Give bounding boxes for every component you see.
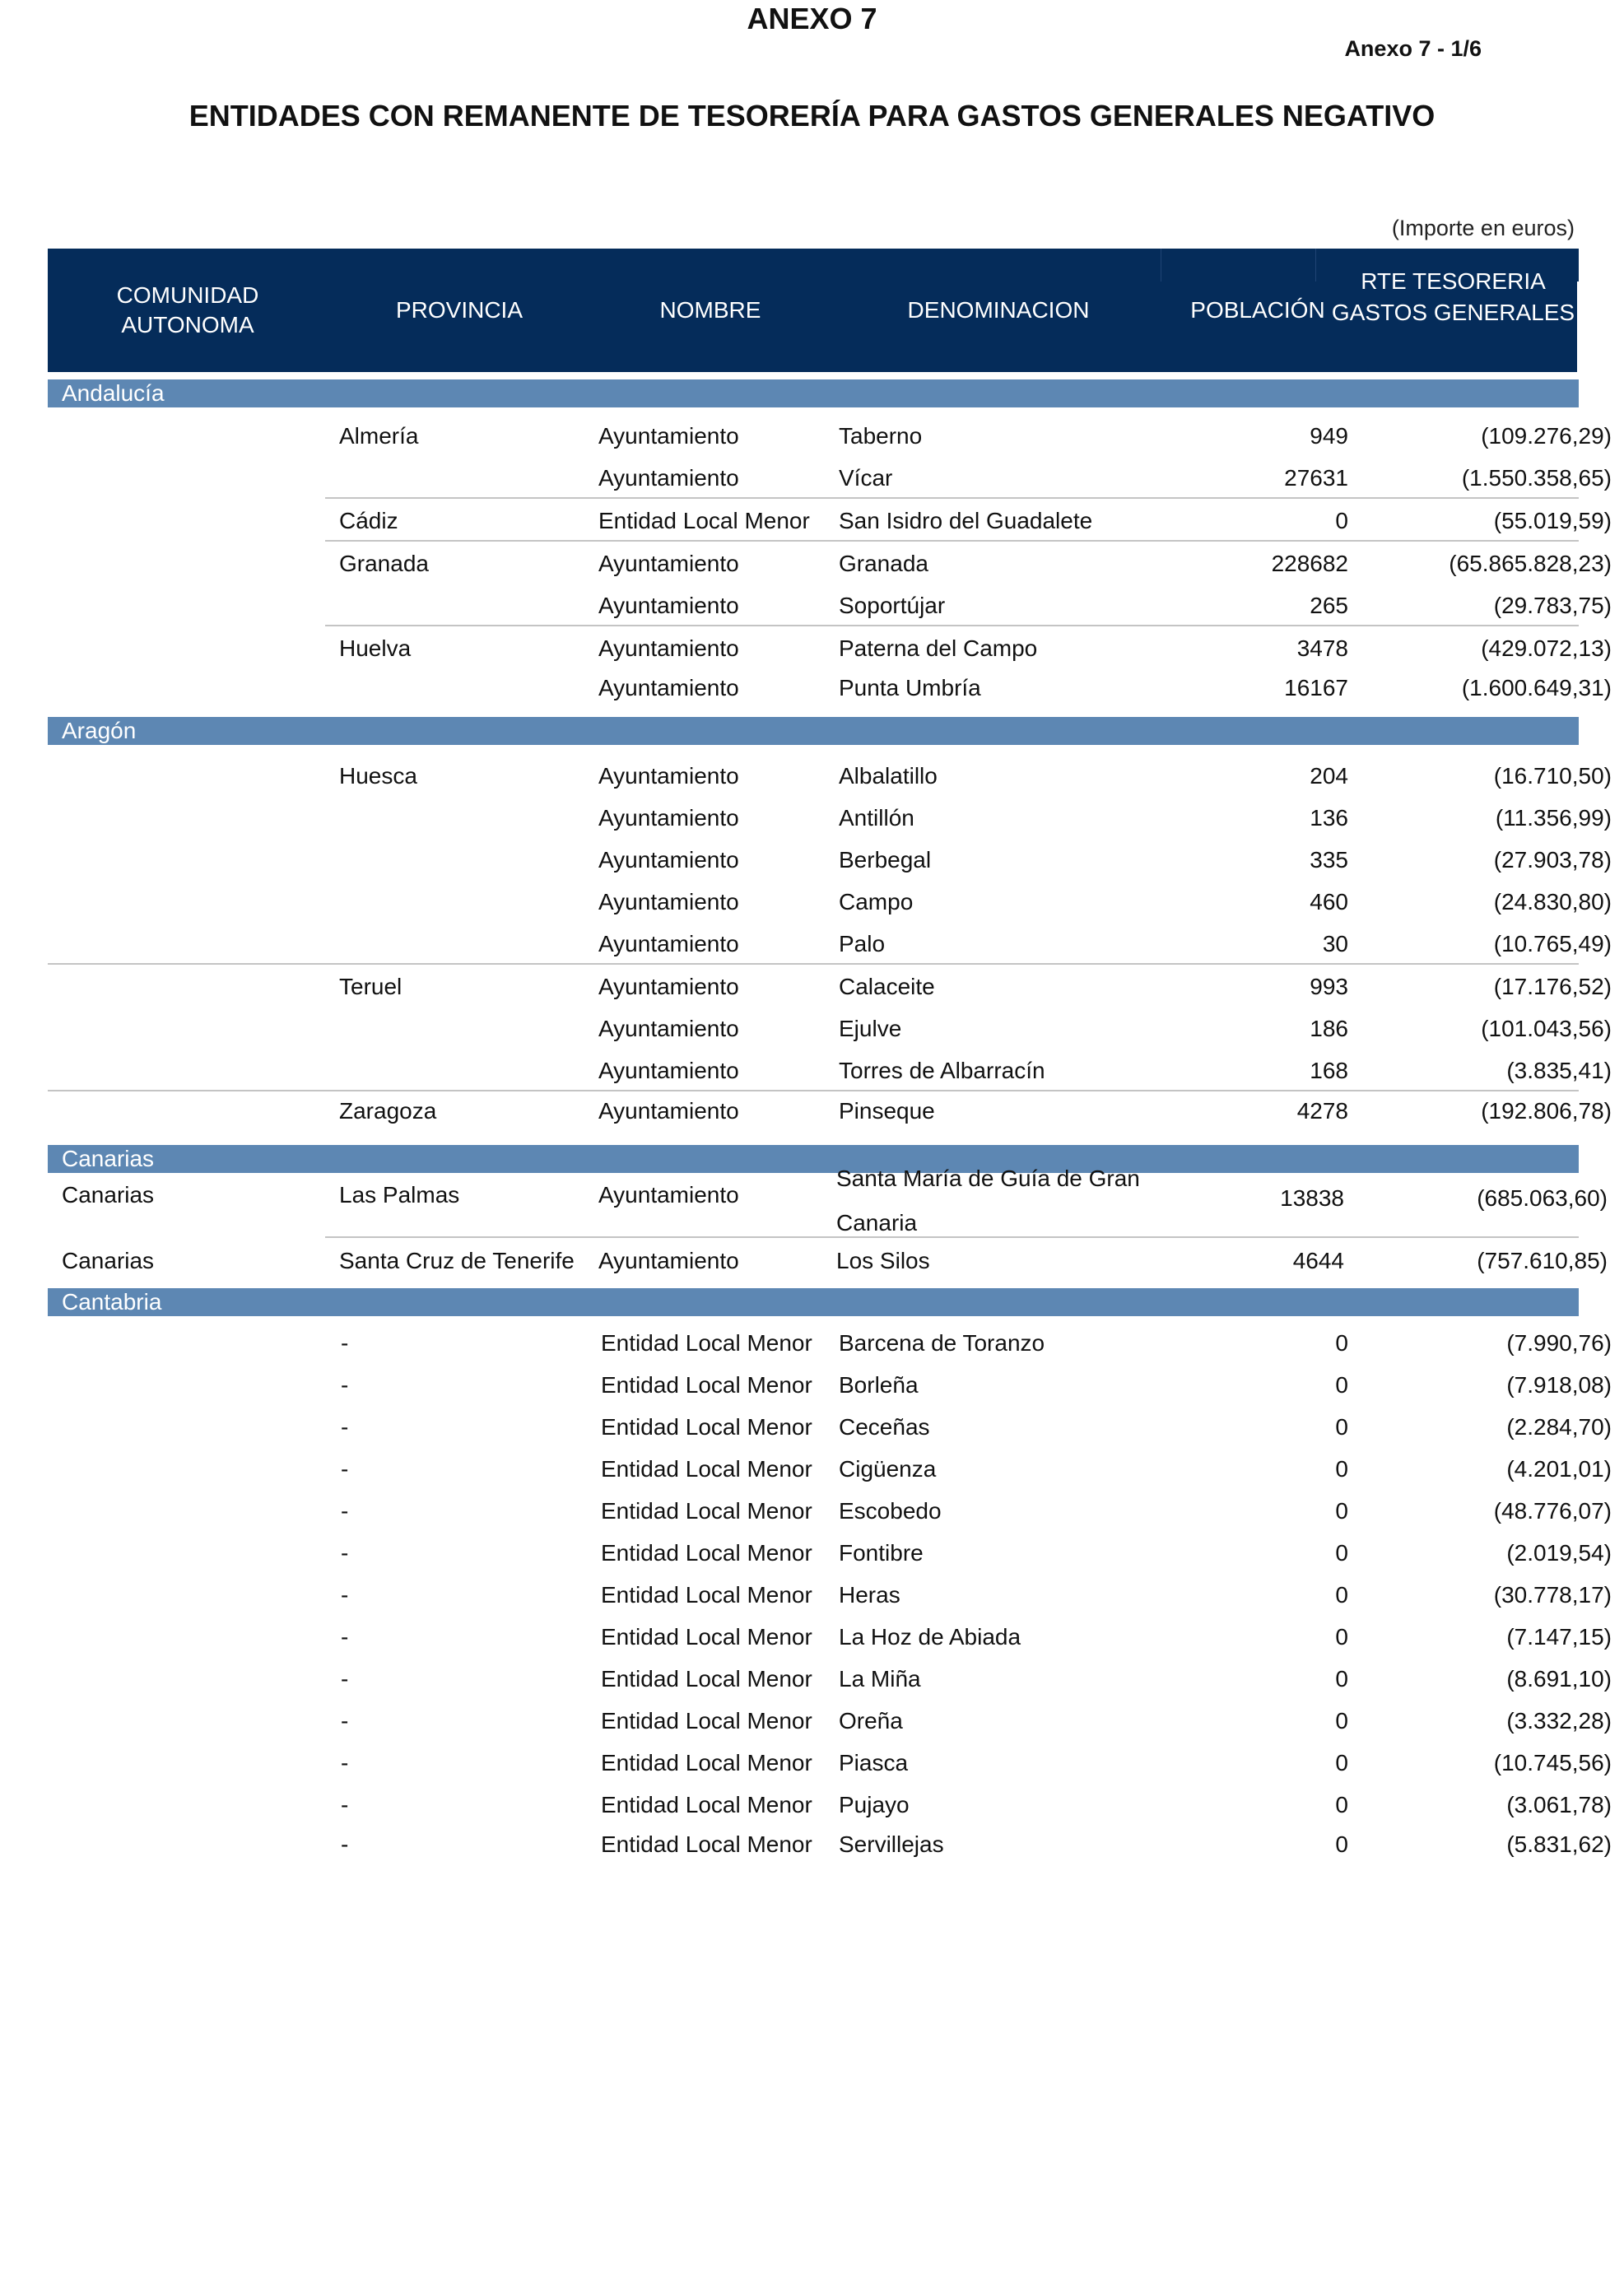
cell-rte: (48.776,07) [1493,1498,1612,1524]
cell-nombre: Ayuntamiento [598,847,739,873]
cell-nombre: Ayuntamiento [598,423,739,449]
cell-rte: (3.835,41) [1506,1058,1612,1083]
cell-poblacion: 0 [1335,1498,1348,1524]
cell-poblacion: 0 [1335,1582,1348,1608]
cell-denominacion: Piasca [839,1750,909,1775]
cell-provincia: - [341,1330,349,1356]
cell-provincia: Granada [339,551,429,576]
cell-nombre: Entidad Local Menor [601,1831,812,1857]
cell-poblacion: 265 [1310,593,1348,618]
cell-rte: (429.072,13) [1481,635,1612,661]
page-number: Anexo 7 - 1/6 [1344,36,1482,61]
community-band-cantabria [48,1288,1579,1316]
cell-provincia: - [341,1792,349,1817]
table-header [48,249,1579,372]
cell-rte: (7.990,76) [1506,1330,1612,1356]
cell-rte: (11.356,99) [1495,805,1612,831]
cell-nombre: Ayuntamiento [598,931,739,956]
cell-rte: (10.745,56) [1493,1750,1612,1775]
cell-rte: (65.865.828,23) [1449,551,1612,576]
cell-denominacion: Barcena de Toranzo [839,1330,1045,1356]
cell-denominacion: Granada [839,551,928,576]
cell-denominacion: Berbegal [839,847,932,873]
cell-denominacion: Borleña [839,1372,919,1398]
cell-provincia: - [341,1540,349,1566]
cell-comunidad: Canarias [62,1248,155,1273]
cell-provincia: Cádiz [339,508,398,533]
cell-nombre: Entidad Local Menor [601,1456,812,1482]
cell-rte: (10.765,49) [1493,931,1612,956]
document-title: ENTIDADES CON REMANENTE DE TESORERÍA PARA GASTOS GENERALES NEGATIVO [188,99,1436,133]
column-header-comunidad [48,249,328,372]
cell-provincia: - [341,1582,349,1608]
column-header-poblacion: POBLACIÓN [1190,297,1325,323]
cell-denominacion: Pinseque [839,1098,935,1124]
unit-note: (Importe en euros) [1391,216,1575,240]
cell-poblacion: 30 [1322,931,1348,956]
cell-rte: (24.830,80) [1493,889,1612,914]
cell-denominacion: Ceceñas [839,1414,930,1440]
cell-poblacion: 0 [1335,1750,1348,1775]
cell-poblacion: 0 [1335,1330,1348,1356]
cell-poblacion: 27631 [1284,465,1348,491]
cell-provincia: Huelva [339,635,412,661]
cell-nombre: Ayuntamiento [598,551,739,576]
cell-poblacion: 0 [1335,1666,1348,1692]
cell-rte: (8.691,10) [1506,1666,1612,1692]
community-name: Andalucía [62,380,165,406]
cell-poblacion: 4278 [1296,1098,1348,1124]
cell-denominacion: Albalatillo [839,763,938,789]
cell-nombre: Entidad Local Menor [601,1498,812,1524]
cell-provincia: Almería [339,423,419,449]
cell-nombre: Entidad Local Menor [601,1750,812,1775]
cell-provincia: - [341,1624,349,1650]
cell-denominacion: Fontibre [839,1540,924,1566]
cell-nombre: Entidad Local Menor [601,1330,812,1356]
cell-provincia: Zaragoza [339,1098,437,1124]
row-separator [325,1236,1579,1238]
cell-nombre: Entidad Local Menor [601,1540,812,1566]
cell-poblacion: 204 [1310,763,1348,789]
cell-denominacion-continued: Canaria [836,1210,918,1236]
cell-denominacion: Torres de Albarracín [839,1058,1045,1083]
header-notch [1577,282,1579,372]
cell-poblacion: 993 [1310,974,1348,999]
cell-rte: (3.332,28) [1506,1708,1612,1734]
cell-rte: (757.610,85) [1477,1248,1608,1273]
cell-nombre: Entidad Local Menor [598,508,810,533]
cell-poblacion: 0 [1335,1792,1348,1817]
column-header-provincia: PROVINCIA [395,297,523,323]
column-header-denominacion: DENOMINACION [907,297,1090,323]
cell-nombre: Ayuntamiento [598,1182,739,1208]
cell-nombre: Ayuntamiento [598,889,739,914]
cell-denominacion: Oreña [839,1708,903,1734]
cell-poblacion: 186 [1310,1016,1348,1041]
cell-rte: (55.019,59) [1493,508,1612,533]
column-header-comunidad-line1: COMUNIDAD [116,282,259,308]
cell-poblacion: 16167 [1284,675,1348,700]
cell-denominacion: Punta Umbría [839,675,981,700]
cell-rte: (1.600.649,31) [1461,675,1612,700]
cell-denominacion: Paterna del Campo [839,635,1038,661]
cell-poblacion: 228682 [1271,551,1348,576]
cell-comunidad: Canarias [62,1182,155,1208]
community-band-aragon [48,717,1579,745]
cell-provincia: Las Palmas [339,1182,460,1208]
cell-nombre: Ayuntamiento [598,763,739,789]
cell-nombre: Entidad Local Menor [601,1708,812,1734]
cell-rte: (2.284,70) [1506,1414,1612,1440]
cell-denominacion: La Miña [839,1666,921,1692]
cell-provincia: - [341,1372,349,1398]
cell-provincia: - [341,1414,349,1440]
row-separator [48,1090,1579,1091]
cell-denominacion: Calaceite [839,974,935,999]
cell-poblacion: 0 [1335,1414,1348,1440]
cell-rte: (27.903,78) [1493,847,1612,873]
cell-provincia: Teruel [339,974,403,999]
cell-poblacion: 136 [1310,805,1348,831]
column-header-rte-line2: GASTOS GENERALES [1331,300,1575,325]
cell-rte: (4.201,01) [1506,1456,1612,1482]
cell-nombre: Ayuntamiento [598,593,739,618]
cell-poblacion: 0 [1335,1624,1348,1650]
row-separator [325,497,1579,499]
cell-poblacion: 0 [1335,1708,1348,1734]
cell-provincia: - [341,1498,349,1524]
cell-nombre: Ayuntamiento [598,1058,739,1083]
cell-nombre: Entidad Local Menor [601,1666,812,1692]
cell-nombre: Entidad Local Menor [601,1792,812,1817]
cell-denominacion: Los Silos [836,1248,930,1273]
cell-poblacion: 335 [1310,847,1348,873]
cell-nombre: Ayuntamiento [598,675,739,700]
cell-nombre: Ayuntamiento [598,1016,739,1041]
row-separator [325,625,1579,626]
community-name: Cantabria [62,1289,162,1315]
cell-denominacion: Soportújar [839,593,946,618]
cell-nombre: Ayuntamiento [598,805,739,831]
cell-denominacion: Vícar [839,465,893,491]
cell-rte: (7.147,15) [1506,1624,1612,1650]
cell-rte: (30.778,17) [1493,1582,1612,1608]
header-divider [1315,249,1316,282]
community-name: Aragón [62,718,137,743]
cell-rte: (16.710,50) [1493,763,1612,789]
cell-poblacion: 0 [1335,1372,1348,1398]
community-name: Canarias [62,1146,155,1171]
cell-rte: (17.176,52) [1493,974,1612,999]
cell-poblacion: 0 [1335,1456,1348,1482]
column-header-rte [1328,249,1579,372]
cell-rte: (109.276,29) [1481,423,1612,449]
cell-poblacion: 0 [1335,1831,1348,1857]
cell-rte: (5.831,62) [1506,1831,1612,1857]
row-separator [325,540,1579,542]
cell-poblacion: 4644 [1292,1248,1344,1273]
cell-provincia: - [341,1831,349,1857]
column-header-comunidad-line2: AUTONOMA [121,312,254,337]
cell-denominacion: Servillejas [839,1831,944,1857]
cell-poblacion: 949 [1310,423,1348,449]
cell-poblacion: 0 [1335,508,1348,533]
cell-poblacion: 0 [1335,1540,1348,1566]
cell-rte: (685.063,60) [1477,1185,1608,1211]
cell-poblacion: 3478 [1296,635,1348,661]
cell-nombre: Ayuntamiento [598,635,739,661]
anexo-title: ANEXO 7 [747,2,877,35]
cell-denominacion: Palo [839,931,886,956]
cell-denominacion: Cigüenza [839,1456,937,1482]
cell-rte: (7.918,08) [1506,1372,1612,1398]
cell-provincia: - [341,1666,349,1692]
cell-denominacion: Antillón [839,805,914,831]
cell-rte: (29.783,75) [1493,593,1612,618]
cell-nombre: Ayuntamiento [598,1248,739,1273]
cell-nombre: Entidad Local Menor [601,1372,812,1398]
cell-denominacion: Santa María de Guía de Gran [836,1166,1140,1191]
cell-poblacion: 460 [1310,889,1348,914]
row-separator [48,963,1579,965]
cell-denominacion: Pujayo [839,1792,910,1817]
cell-provincia: Santa Cruz de Tenerife [339,1248,575,1273]
cell-rte: (192.806,78) [1481,1098,1612,1124]
cell-rte: (101.043,56) [1481,1016,1612,1041]
cell-denominacion: Ejulve [839,1016,902,1041]
cell-denominacion: San Isidro del Guadalete [839,508,1093,533]
cell-poblacion: 13838 [1280,1185,1344,1211]
cell-denominacion: Heras [839,1582,900,1608]
cell-provincia: Huesca [339,763,417,789]
community-band-canarias [48,1145,1579,1173]
cell-denominacion: Campo [839,889,914,914]
cell-rte: (1.550.358,65) [1461,465,1612,491]
cell-nombre: Entidad Local Menor [601,1582,812,1608]
cell-nombre: Ayuntamiento [598,974,739,999]
cell-denominacion: Taberno [839,423,923,449]
column-header-nombre: NOMBRE [659,297,761,323]
cell-nombre: Ayuntamiento [598,465,739,491]
cell-nombre: Entidad Local Menor [601,1414,812,1440]
cell-denominacion: La Hoz de Abiada [839,1624,1021,1650]
cell-provincia: - [341,1750,349,1775]
cell-denominacion: Escobedo [839,1498,942,1524]
cell-nombre: Ayuntamiento [598,1098,739,1124]
community-band-andalucia [48,379,1579,407]
cell-rte: (2.019,54) [1506,1540,1612,1566]
cell-poblacion: 168 [1310,1058,1348,1083]
cell-provincia: - [341,1708,349,1734]
column-header-rte-line1: RTE TESORERIA [1361,268,1546,294]
cell-provincia: - [341,1456,349,1482]
cell-nombre: Entidad Local Menor [601,1624,812,1650]
cell-rte: (3.061,78) [1506,1792,1612,1817]
